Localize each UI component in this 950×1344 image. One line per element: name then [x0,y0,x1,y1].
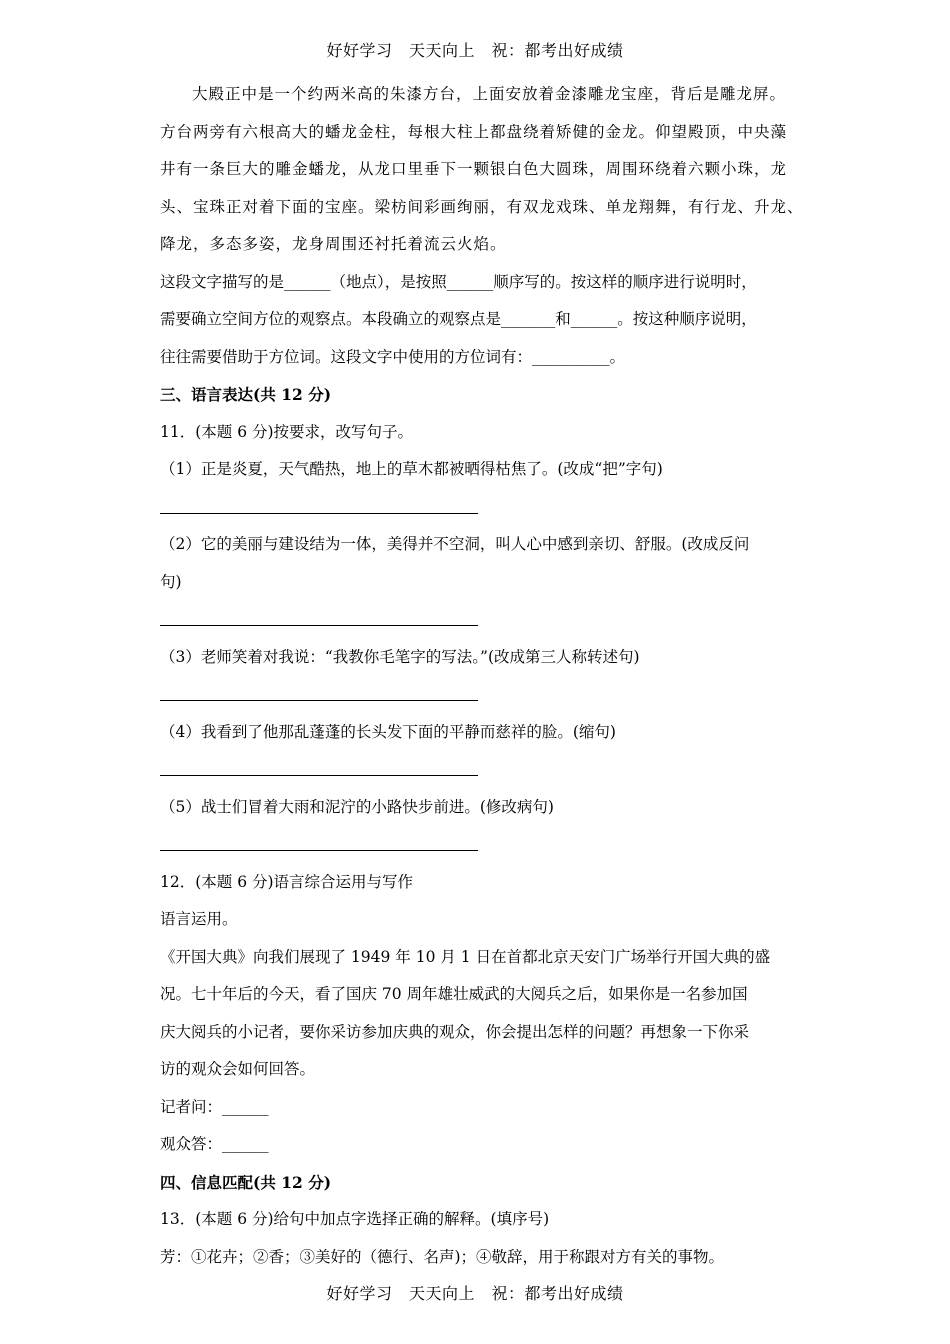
page-footer: 好好学习 天天向上 祝：都考出好成绩 [326,1284,624,1303]
q12-title: 12．(本题 6 分)语言综合运用与写作 [160,872,414,891]
passage-line-4: 头、宝珠正对着下面的宝座。梁枋间彩画绚丽，有双龙戏珠、单龙翔舞，有行龙、升龙、 [160,197,804,216]
q12-text-line-3: 庆大阅兵的小记者，要你采访参加庆典的观众，你会提出怎样的问题？再想象一下你采 [160,1022,750,1041]
q11-item-5: （5）战士们冒着大雨和泥泞的小路快步前进。(修改病句) [160,797,554,816]
q12-text-line-2: 况。七十年后的今天，看了国庆 70 周年雄壮威武的大阅兵之后，如果你是一名参加国 [160,985,748,1003]
q11-item-3: （3）老师笑着对我说：“我教你毛笔字的写法。”(改成第三人称转述句) [160,647,640,666]
q13-fang-definitions: 芳：①花卉；②香；③美好的（德行、名声)；④敬辞，用于称跟对方有关的事物。 [160,1247,725,1266]
q11-title: 11．(本题 6 分)按要求，改写句子。 [160,422,414,441]
q11-item-4: （4）我看到了他那乱蓬蓬的长头发下面的平静而慈祥的脸。(缩句) [160,722,616,741]
q11-item-2a: （2）它的美丽与建设结为一体，美得并不空洞，叫人心中感到亲切、舒服。(改成反问 [160,535,750,553]
q11-answer-line-1[interactable] [160,489,805,527]
q11-item-2b: 句) [160,572,182,591]
q12-audience-prompt[interactable]: 观众答：______ [160,1135,269,1153]
passage-line-5: 降龙，多态多姿，龙身周围还衬托着流云火焰。 [160,235,507,253]
q13-title: 13．(本题 6 分)给句中加点字选择正确的解释。(填序号) [160,1210,550,1228]
q12-text-line-4: 访的观众会如何回答。 [160,1060,316,1078]
q12-text-line-1: 《开国大典》向我们展现了 1949 年 10 月 1 日在首都北京天安门广场举行开国大典的盛 [160,947,771,966]
section-4-title: 四、信息匹配(共 12 分) [160,1172,332,1192]
passage-line-1: 大殿正中是一个约两米高的朱漆方台，上面安放着金漆雕龙宝座，背后是雕龙屏。 [192,85,787,103]
document-body [160,76,805,1276]
q12-reporter-prompt[interactable]: 记者问：______ [160,1097,269,1116]
passage-line-3: 井有一条巨大的雕金蟠龙，从龙口里垂下一颗银白色大圆珠，周围环绕着六颗小珠，龙 [160,160,788,178]
q11-answer-line-3[interactable] [160,676,805,714]
q10-line-3: 往往需要借助于方位词。这段文字中使用的方位词有：__________。 [160,347,626,366]
q10-line-2: 需要确立空间方位的观察点。本段确立的观察点是_______和______。按这种顺序说明， [160,310,757,328]
q11-item-1: （1）正是炎夏，天气酷热，地上的草木都被晒得枯焦了。(改成“把”字句) [160,460,663,478]
q10-line-1: 这段文字描写的是______（地点），是按照______顺序写的。按这样的顺序进行说明时， [160,272,757,291]
q11-answer-line-5[interactable] [160,826,805,864]
q12-subtitle: 语言运用。 [160,910,238,928]
passage-line-2: 方台两旁有六根高大的蟠龙金柱，每根大柱上都盘绕着矫健的金龙。仰望殿顶，中央藻 [160,122,788,141]
section-3-title: 三、语言表达(共 12 分) [160,385,332,404]
page-header: 好好学习 天天向上 祝：都考出好成绩 [326,41,624,60]
q11-answer-line-2[interactable] [160,601,805,639]
q11-answer-line-4[interactable] [160,751,805,789]
